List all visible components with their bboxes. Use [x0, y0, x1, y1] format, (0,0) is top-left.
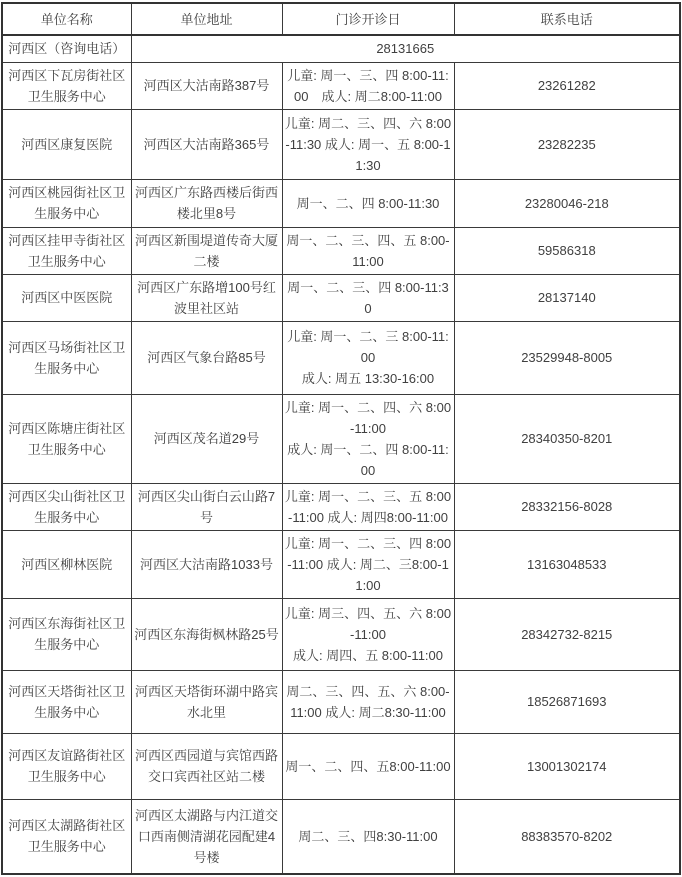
unit-name-cell: 河西区下瓦房街社区卫生服务中心: [2, 62, 131, 109]
schedule-cell: [282, 394, 454, 483]
schedule-cell: [282, 321, 454, 394]
district-name-cell: 河西区（咨询电话）: [2, 35, 131, 62]
address-cell: 河西区大沽南路365号: [131, 109, 282, 179]
schedule-line: 成人: 周五 13:30-16:00: [301, 371, 435, 386]
table-row: [2, 799, 680, 874]
unit-name-cell: 河西区挂甲寺街社区卫生服务中心: [2, 227, 131, 274]
schedule-line: 儿童: 周一、二、三、四 8:00-11:00 成人: 周二、三8:00-11:00: [284, 535, 452, 593]
address-cell: 河西区新围堤道传奇大厦二楼: [131, 227, 282, 274]
schedule-line: 儿童: 周三、四、五、六 8:00-11:00: [284, 605, 452, 642]
address-cell: 河西区大沽南路387号: [131, 62, 282, 109]
address-cell: 河西区太湖路与内江道交口西南侧清湖花园配建4号楼: [131, 799, 282, 874]
header-unit-name: 单位名称: [2, 3, 131, 35]
unit-name-cell: 河西区马场街社区卫生服务中心: [2, 321, 131, 394]
unit-name-cell: 河西区柳林医院: [2, 530, 131, 598]
address-cell: 河西区广东路增100号红波里社区站: [131, 274, 282, 321]
table-row: [2, 321, 680, 394]
table-row: [2, 179, 680, 227]
phone-cell: 23280046-218: [454, 179, 680, 227]
schedule-line: 成人: 周四、五 8:00-11:00: [292, 647, 444, 663]
header-row: [2, 3, 680, 35]
schedule-cell: [282, 179, 454, 227]
table-row: [2, 274, 680, 321]
address-cell: 河西区东海街枫林路25号: [131, 598, 282, 670]
unit-name-cell: 河西区友谊路街社区卫生服务中心: [2, 733, 131, 799]
schedule-line: 儿童: 周一、三、四 8:00-11:00 成人: 周二8:00-11:00: [287, 67, 449, 104]
phone-cell: 28332156-8028: [454, 483, 680, 530]
schedule-cell: [282, 598, 454, 670]
address-cell: 河西区尖山街白云山路7号: [131, 483, 282, 530]
phone-cell: 88383570-8202: [454, 799, 680, 874]
unit-name-cell: 河西区东海街社区卫生服务中心: [2, 598, 131, 670]
page: [1, 2, 681, 875]
schedule-line: 周一、二、四 8:00-11:30: [296, 195, 440, 211]
unit-name-cell: 河西区中医医院: [2, 274, 131, 321]
schedule-cell: [282, 670, 454, 733]
table-row: [2, 109, 680, 179]
phone-cell: 23282235: [454, 109, 680, 179]
schedule-line: 儿童: 周一、二、四、六 8:00-11:00: [284, 399, 452, 436]
phone-cell: 23529948-8005: [454, 321, 680, 394]
schedule-cell: [282, 109, 454, 179]
district-phone-cell: 28131665: [131, 35, 680, 62]
address-cell: 河西区大沽南路1033号: [131, 530, 282, 598]
header-clinic-days: 门诊开诊日: [282, 3, 454, 35]
phone-cell: 28137140: [454, 274, 680, 321]
header-contact-phone: 联系电话: [454, 3, 680, 35]
unit-name-cell: 河西区尖山街社区卫生服务中心: [2, 483, 131, 530]
schedule-line: 周一、二、四、五8:00-11:00: [285, 758, 451, 774]
schedule-cell: [282, 530, 454, 598]
schedule-cell: [282, 799, 454, 874]
schedule-line: 儿童: 周一、二、三、五 8:00-11:00 成人: 周四8:00-11:00: [284, 488, 452, 525]
table-row: [2, 483, 680, 530]
table-row: [2, 598, 680, 670]
schedule-line: 儿童: 周一、二、三 8:00-11:00: [287, 329, 449, 365]
table-row: [2, 394, 680, 483]
table-row: [2, 670, 680, 733]
schedule-cell: [282, 62, 454, 109]
phone-cell: 59586318: [454, 227, 680, 274]
phone-cell: 13001302174: [454, 733, 680, 799]
phone-cell: 23261282: [454, 62, 680, 109]
schedule-line: 周一、二、三、四 8:00-11:30: [287, 279, 449, 316]
address-cell: 河西区茂名道29号: [131, 394, 282, 483]
address-cell: 河西区天塔街环湖中路宾水北里: [131, 670, 282, 733]
schedule-cell: [282, 733, 454, 799]
unit-name-cell: 河西区陈塘庄街社区卫生服务中心: [2, 394, 131, 483]
phone-cell: 28342732-8215: [454, 598, 680, 670]
schedule-line: 周一、二、三、四、五 8:00-11:00: [286, 232, 450, 269]
header-unit-address: 单位地址: [131, 3, 282, 35]
schedule-line: 周二、三、四、五、六 8:00-11:00 成人: 周二8:30-11:00: [286, 683, 450, 720]
table-row: [2, 530, 680, 598]
schedule-line: 儿童: 周二、三、四、六 8:00-11:30 成人: 周一、五 8:00-11:30: [284, 115, 452, 173]
unit-name-cell: 河西区太湖路街社区卫生服务中心: [2, 799, 131, 874]
phone-cell: 28340350-8201: [454, 394, 680, 483]
phone-cell: 18526871693: [454, 670, 680, 733]
schedule-line: 周二、三、四8:30-11:00: [298, 828, 438, 844]
table-row: [2, 62, 680, 109]
address-cell: 河西区气象台路85号: [131, 321, 282, 394]
district-phone-row: [2, 35, 680, 62]
unit-name-cell: 河西区天塔街社区卫生服务中心: [2, 670, 131, 733]
address-cell: 河西区西园道与宾馆西路交口宾西社区站二楼: [131, 733, 282, 799]
address-cell: 河西区广东路西楼后街西楼北里8号: [131, 179, 282, 227]
clinic-table: [1, 2, 681, 875]
table-row: [2, 227, 680, 274]
schedule-cell: [282, 227, 454, 274]
unit-name-cell: 河西区康复医院: [2, 109, 131, 179]
table-row: [2, 733, 680, 799]
unit-name-cell: 河西区桃园街社区卫生服务中心: [2, 179, 131, 227]
schedule-cell: [282, 483, 454, 530]
schedule-line: 成人: 周一、二、四 8:00-11:00: [287, 441, 449, 478]
schedule-cell: [282, 274, 454, 321]
phone-cell: 13163048533: [454, 530, 680, 598]
